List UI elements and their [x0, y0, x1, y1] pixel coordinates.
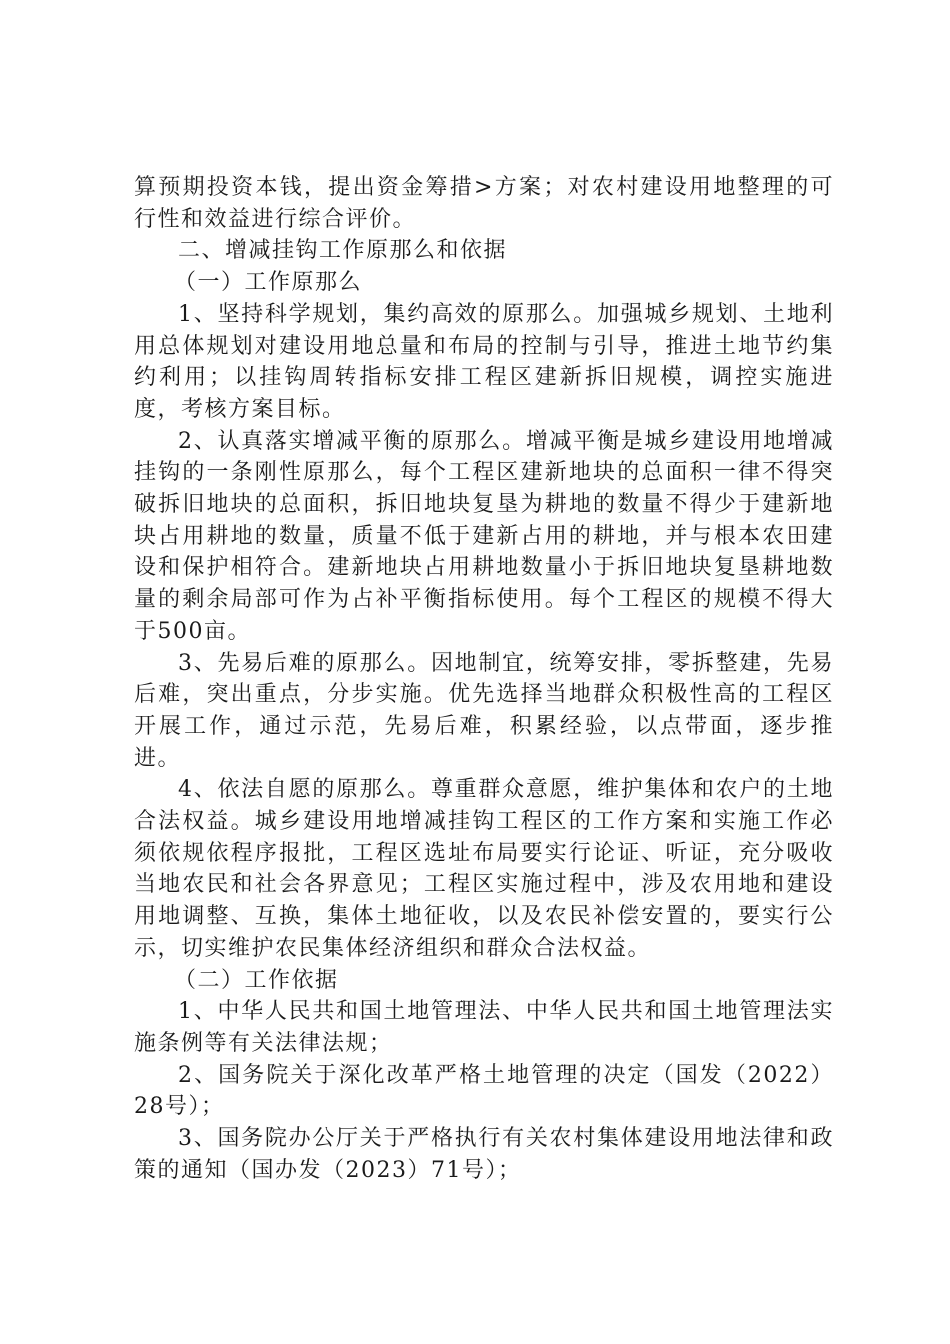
- paragraph-principle-4: 4、依法自愿的原那么。尊重群众意愿，维护集体和农户的土地合法权益。城乡建设用地增减挂钩工程区的工作方案和实施工作必须依规依程序报批，工程区选址布局要实行论证、听证，充分吸收当地农民和社会各界意见；工程区实施过程中，涉及农用地和建设用地调整、互换，集体土地征收，以及农民补偿安置的，要实行公示，切实维护农民集体经济组织和群众合法权益。: [134, 777, 834, 961]
- paragraph-principle-3: 3、先易后难的原那么。因地制宜，统筹安排，零拆整建，先易后难，突出重点，分步实施。优先选择当地群众积极性高的工程区开展工作，通过示范，先易后难，积累经验，以点带面，逐步推进。: [134, 650, 834, 771]
- paragraph-principle-1: 1、坚持科学规划，集约高效的原那么。加强城乡规划、土地利用总体规划对建设用地总量和布局的控制与引导，推进土地节约集约利用；以挂钩周转指标安排工程区建新拆旧规模，调控实施进度，考核方案目标。: [134, 301, 834, 422]
- document-body: [134, 172, 834, 1187]
- paragraph-basis-1: 1、中华人民共和国土地管理法、中华人民共和国土地管理法实施条例等有关法律法规；: [134, 999, 834, 1056]
- subsection-heading-principles: （一）工作原那么: [174, 270, 363, 296]
- paragraph-cost-evaluation: 算预期投资本钱，提出资金筹措>方案；对农村建设用地整理的可行性和效益进行综合评价。: [134, 175, 834, 232]
- paragraph-basis-3: 3、国务院办公厅关于严格执行有关农村集体建设用地法律和政策的通知（国办发（2023）71号）；: [134, 1126, 834, 1183]
- subsection-heading-basis: （二）工作依据: [174, 967, 339, 993]
- paragraph-principle-2: 2、认真落实增减平衡的原那么。增减平衡是城乡建设用地增减挂钩的一条刚性原那么，每个工程区建新地块的总面积一律不得突破拆旧地块的总面积，拆旧地块复垦为耕地的数量不得少于建新地块占用耕地的数量，质量不低于建新占用的耕地，并与根本农田建设和保护相符合。建新地块占用耕地数量小于拆旧地块复垦耕地数量的剩余局部可作为占补平衡指标使用。每个工程区的规模不得大于500亩。: [134, 428, 834, 644]
- paragraph-basis-2: 2、国务院关于深化改革严格土地管理的决定（国发（2022）28号）；: [134, 1062, 834, 1120]
- section-heading-principles-basis: 二、增减挂钩工作原那么和依据: [178, 238, 508, 264]
